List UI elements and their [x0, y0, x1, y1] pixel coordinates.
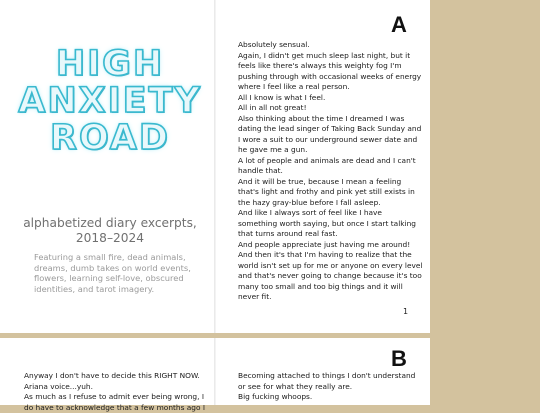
diary-text-b-left [24, 371, 199, 413]
diary-line: All I know is what I feel. [238, 93, 410, 104]
diary-line: Becoming attached to things I don't understand [238, 371, 410, 382]
page-spine [214, 0, 216, 333]
page-letter-b: B [391, 346, 407, 372]
diary-line: the hazy gray-blue before I fall asleep. [238, 198, 410, 209]
diary-line: do have to acknowledge that a few months ago I [24, 403, 199, 413]
title-line: ANXIETY [10, 83, 210, 120]
diary-line: and that's never going to change because it's too [238, 271, 410, 282]
diary-text-a [238, 40, 410, 303]
diary-line: Also thinking about the time I dreamed I was [238, 114, 410, 125]
diary-line: that turns around real fast. [238, 229, 410, 240]
diary-line: A lot of people and animals are dead and I can't [238, 156, 410, 167]
diary-line: pushing through with occasional weeks of energy [238, 72, 410, 83]
diary-line: he gave me a gun. [238, 145, 410, 156]
diary-line: And like I always sort of feel like I have [238, 208, 410, 219]
title-line: ROAD [10, 120, 210, 157]
diary-text-b-right [238, 371, 410, 403]
blurb-line: identities, and tarot imagery. [34, 284, 204, 295]
page-number: 1 [403, 307, 408, 316]
blurb-line: dreams, dumb takes on world events, [34, 263, 204, 274]
diary-line: As much as I refuse to admit ever being wrong, I [24, 392, 199, 403]
diary-line: Absolutely sensual. [238, 40, 410, 51]
diary-line: where I feel like a real person. [238, 82, 410, 93]
page-spine [214, 338, 216, 405]
diary-line: I wore a suit to our underground sewer date and [238, 135, 410, 146]
cover-blurb [34, 252, 204, 294]
cover-subtitle [10, 216, 210, 246]
diary-line: All in all not great! [238, 103, 410, 114]
diary-line: And people appreciate just having me around! [238, 240, 410, 251]
diary-line: Anyway I don't have to decide this RIGHT NOW. [24, 371, 199, 382]
diary-line: never fit. [238, 292, 410, 303]
diary-line: or see for what they really are. [238, 382, 410, 393]
title-line: HIGH [10, 46, 210, 83]
diary-line: handle that. [238, 166, 410, 177]
cover-title [10, 46, 210, 157]
page-letter-a: A [391, 12, 407, 38]
subtitle-line: alphabetized diary excerpts, [10, 216, 210, 231]
subtitle-line: 2018–2024 [10, 231, 210, 246]
diary-line: world isn't set up for me or anyone on every level [238, 261, 410, 272]
blurb-line: flowers, learning self-love, obscured [34, 273, 204, 284]
diary-line: dating the lead singer of Taking Back Sunday and [238, 124, 410, 135]
diary-line: feels like there's always this weighty fog I'm [238, 61, 410, 72]
diary-line: Ariana voice...yuh. [24, 382, 199, 393]
diary-line: that's light and frothy and pink yet still exists in [238, 187, 410, 198]
diary-line: Again, I didn't get much sleep last night, but it [238, 51, 410, 62]
diary-line: Big fucking whoops. [238, 392, 410, 403]
diary-line: something worth saying, but once I start talking [238, 219, 410, 230]
blurb-line: Featuring a small fire, dead animals, [34, 252, 204, 263]
page-b [0, 338, 430, 405]
diary-line: And it will be true, because I mean a feeling [238, 177, 410, 188]
diary-line: And then it's that I'm having to realize that the [238, 250, 410, 261]
diary-line: many too small and too big things and it will [238, 282, 410, 293]
